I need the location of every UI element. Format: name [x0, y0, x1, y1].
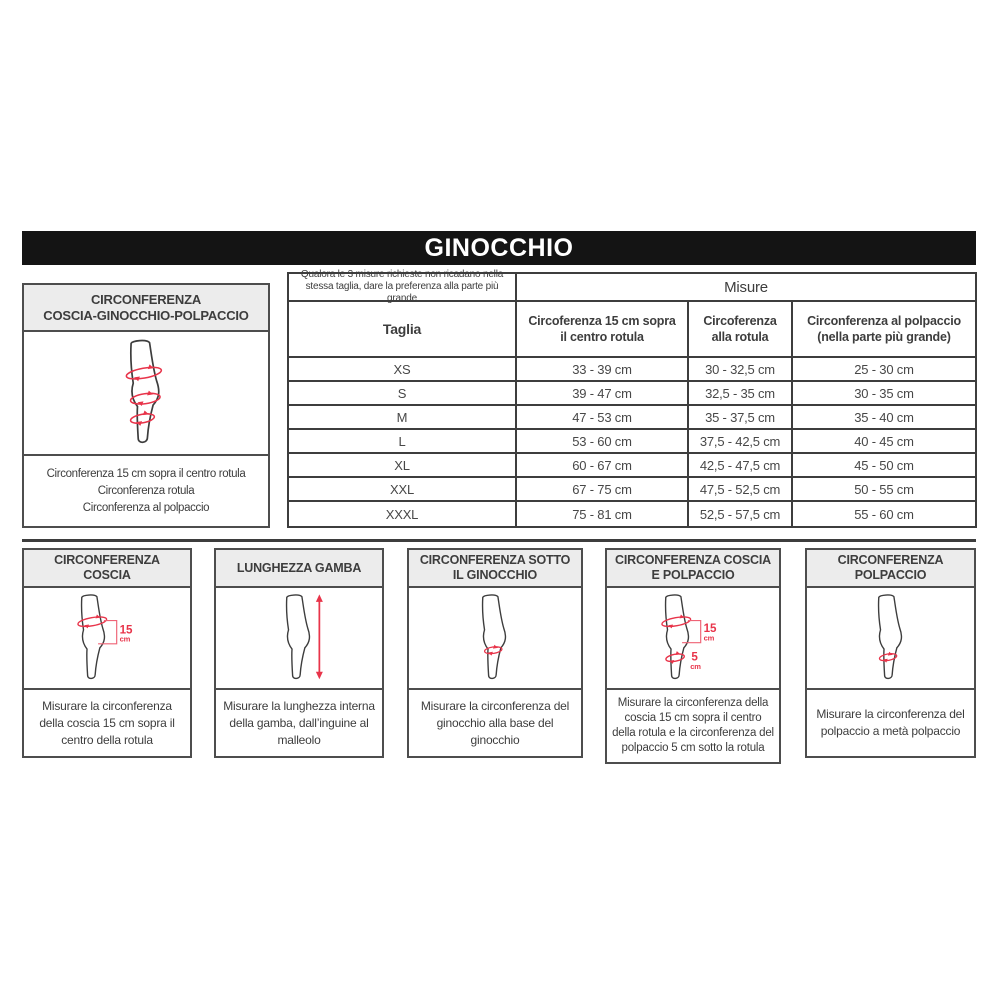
table-note: Qualora le 3 misure richieste non ricadano nella stessa taglia, dare la preferenza alla parte più grande: [289, 274, 517, 302]
panel-title-line2: COSCIA-GINOCCHIO-POLPACCIO: [43, 307, 249, 323]
panel-circonferenza-coscia-ginocchio-polpaccio: [22, 283, 270, 528]
size-label: XXXL: [289, 502, 517, 526]
caption-line-1: Circonferenza 15 cm sopra il centro rotula: [46, 467, 246, 480]
panel-title: CIRCONFERENZA COSCIA E POLPACCIO: [615, 553, 771, 582]
table-value: 25 - 30 cm: [793, 358, 975, 382]
panel-header: [409, 550, 581, 588]
leg-icon: [859, 591, 923, 685]
panel-description: Misurare la circonferenza della coscia 15 cm sopra il centro della rotula: [24, 688, 190, 756]
panel-header: [24, 550, 190, 588]
table-value: 47,5 - 52,5 cm: [689, 478, 793, 502]
table-value: 40 - 45 cm: [793, 430, 975, 454]
panel-description: Misurare la circonferenza del polpaccio a metà polpaccio: [807, 688, 974, 756]
leg-icon: [463, 591, 527, 685]
size-label: XXL: [289, 478, 517, 502]
dimension-unit: cm: [703, 633, 715, 643]
panel-header: [216, 550, 382, 588]
table-value: 35 - 37,5 cm: [689, 406, 793, 430]
leg-illustration-thigh-and-calf: [607, 588, 779, 688]
length-arrow-icon: [316, 594, 323, 679]
size-label: XL: [289, 454, 517, 478]
panel-caption: [24, 454, 268, 526]
table-value: 50 - 55 cm: [793, 478, 975, 502]
panel-title: CIRCONFERENZA COSCIA: [54, 553, 160, 582]
size-label: L: [289, 430, 517, 454]
table-value: 52,5 - 57,5 cm: [689, 502, 793, 526]
size-table: [287, 269, 977, 528]
leg-icon: [646, 591, 717, 685]
table-header-misure: Misure: [517, 274, 975, 302]
panel-title: CIRCONFERENZA SOTTO IL GINOCCHIO: [419, 553, 571, 582]
size-label: M: [289, 406, 517, 430]
table-value: 37,5 - 42,5 cm: [689, 430, 793, 454]
dimension-value: 5: [691, 650, 698, 664]
leg-icon: [62, 591, 133, 685]
panel-header: [24, 285, 268, 332]
panel-description: Misurare la circonferenza della coscia 15 cm sopra il centro della rotula e la circonferenza del polpaccio 5 cm sotto la rotula: [607, 688, 779, 762]
title-bar: [22, 231, 976, 265]
leg-illustration-thigh: [24, 588, 190, 688]
panel-title-line1: CIRCONFERENZA: [90, 291, 202, 307]
panel-title: LUNGHEZZA GAMBA: [236, 560, 362, 575]
panel-description: Misurare la circonferenza del ginocchio alla base del ginocchio: [409, 688, 581, 756]
dimension-unit: cm: [119, 634, 131, 644]
panel-lunghezza-gamba: [214, 548, 384, 758]
caption-line-3: Circonferenza al polpaccio: [82, 501, 210, 514]
dimension-value: 15: [703, 622, 717, 636]
caption-line-2: Circonferenza rotula: [97, 484, 195, 497]
panel-circonferenza-coscia-e-polpaccio: [605, 548, 781, 764]
panel-circonferenza-polpaccio: [805, 548, 976, 758]
table-value: 53 - 60 cm: [517, 430, 689, 454]
leg-icon: [267, 591, 331, 685]
leg-illustration-length: [216, 588, 382, 688]
table-value: 32,5 - 35 cm: [689, 382, 793, 406]
panel-title: CIRCONFERENZA POLPACCIO: [837, 553, 944, 582]
table-value: 55 - 60 cm: [854, 506, 914, 522]
panel-header: [807, 550, 974, 588]
leg-icon: [107, 335, 185, 451]
size-label: S: [289, 382, 517, 406]
column-header-circ-polpaccio: Circonferenza al polpaccio (nella parte più grande): [793, 302, 975, 358]
panel-description: Misurare la lunghezza interna della gamba, dall’inguine al malleolo: [216, 688, 382, 756]
column-header-circ-rotula: Circoferenza alla rotula: [689, 302, 793, 358]
table-value: 42,5 - 47,5 cm: [689, 454, 793, 478]
table-value: 30 - 32,5 cm: [689, 358, 793, 382]
panel-circonferenza-sotto-ginocchio: [407, 548, 583, 758]
section-divider: [22, 539, 976, 542]
page-title: GINOCCHIO: [424, 233, 574, 262]
column-header-circ-15cm: Circoferenza 15 cm sopra il centro rotula: [517, 302, 689, 358]
leg-illustration-below-knee: [409, 588, 581, 688]
size-label: XS: [289, 358, 517, 382]
table-value: 67 - 75 cm: [517, 478, 689, 502]
table-value: 30 - 35 cm: [793, 382, 975, 406]
panel-circonferenza-coscia: [22, 548, 192, 758]
table-value: 60 - 67 cm: [517, 454, 689, 478]
table-value: 39 - 47 cm: [517, 382, 689, 406]
dimension-unit: cm: [690, 661, 701, 671]
table-value: 45 - 50 cm: [793, 454, 975, 478]
table-value: 47 - 53 cm: [517, 406, 689, 430]
panel-header: [607, 550, 779, 588]
leg-illustration-calf: [807, 588, 974, 688]
table-value: 75 - 81 cm: [517, 502, 689, 526]
table-value: 33 - 39 cm: [517, 358, 689, 382]
leg-illustration-thigh-knee-calf: [24, 332, 268, 454]
table-value: 35 - 40 cm: [793, 406, 975, 430]
column-header-taglia: Taglia: [289, 302, 517, 358]
dimension-value: 15: [119, 623, 133, 637]
